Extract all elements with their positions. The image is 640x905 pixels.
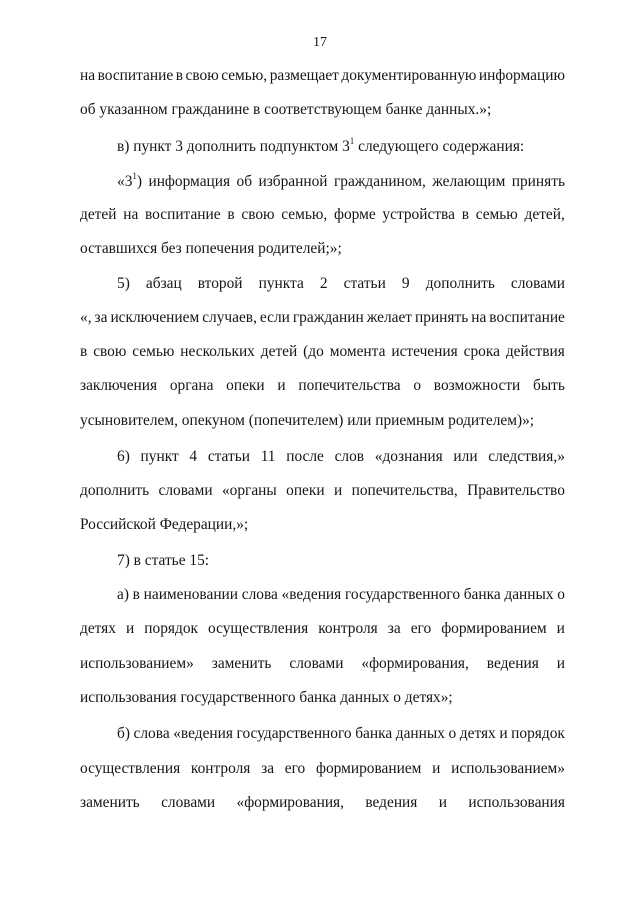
text-line: 6) пункт 4 статьи 11 после слов «дознания или следствия,» [117,448,565,465]
text-line: заменить словами «формирования, ведения и использования [80,794,565,811]
text-line: дополнить словами «органы опеки и попечительства, Правительство [80,482,565,499]
text-line: а) в наименовании слова «ведения государственного банка данных о [117,586,565,603]
text-line: об указанном гражданине в соответствующем банке данных.»; [80,101,492,118]
page-number: 17 [313,35,327,50]
text-line: усыновителем, опекуном (попечителем) или приемным родителем)»; [80,412,535,429]
text-line: в) пункт 3 дополнить подпунктом $3^1$ следующего содержания: [117,136,525,155]
text-line: в свою семью нескольких детей (до момента истечения срока действия [80,343,565,360]
text-line: на воспитание в свою семью, размещает документированную информацию [80,67,565,84]
text-line: использованием» заменить словами «формирования, ведения и [80,655,565,672]
text-line: детей на воспитание в свою семью, форме устройства в семью детей, [80,206,565,223]
text-line: осуществления контроля за его формированием и использованием» [80,760,565,777]
text-line: б) слова «ведения государственного банка данных о детях и порядок [117,725,565,742]
text-line: оставшихся без попечения родителей;»; [80,240,342,257]
text-line: 7) в статье 15: [117,552,210,569]
text-line: «, за исключением случаев, если гражданин желает принять на воспитание [80,309,565,326]
text-line: использования государственного банка данных о детях»; [80,689,453,706]
text-line: детях и порядок осуществления контроля за его формированием и [80,620,565,637]
text-line: «$3^1$) информация об избранной гражданином, желающим принять [117,171,565,190]
text-line: заключения органа опеки и попечительства о возможности быть [80,377,565,394]
text-line: 5) абзац второй пункта 2 статьи 9 дополнить словами [117,275,565,292]
text-line: Российской Федерации,»; [80,516,249,533]
